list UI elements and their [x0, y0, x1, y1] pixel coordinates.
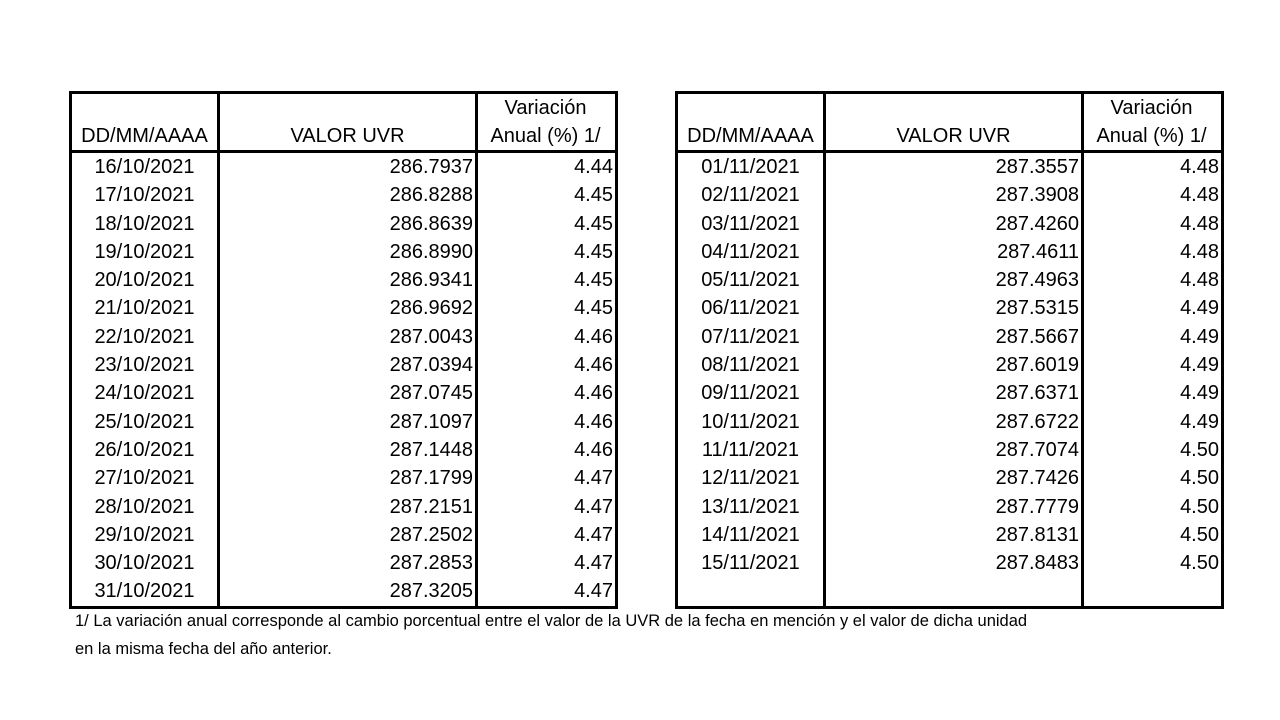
table-row — [677, 408, 1223, 436]
uvr-value-cell — [825, 577, 1083, 607]
date-cell: 06/11/2021 — [701, 297, 800, 320]
date-cell: 07/11/2021 — [701, 325, 800, 348]
table-row — [71, 408, 617, 436]
uvr-value-cell: 286.8639 — [219, 210, 477, 238]
date-cell: 15/11/2021 — [701, 552, 800, 575]
uvr-value-cell: 287.8131 — [825, 521, 1083, 549]
uvr-value-cell: 287.6371 — [825, 379, 1083, 407]
value-column-header: VALOR UVR — [825, 93, 1083, 152]
table-row — [71, 152, 617, 182]
table-row — [677, 181, 1223, 209]
variation-cell: 4.46 — [477, 436, 617, 464]
uvr-value-cell: 287.2151 — [219, 493, 477, 521]
uvr-table-right — [675, 91, 1224, 609]
date-cell: 05/11/2021 — [701, 269, 800, 292]
uvr-value-cell: 287.2853 — [219, 549, 477, 577]
table-row — [677, 464, 1223, 492]
variation-cell: 4.45 — [477, 238, 617, 266]
variation-cell: 4.48 — [1083, 152, 1223, 182]
date-cell: 02/11/2021 — [701, 184, 800, 207]
uvr-value-cell: 287.6019 — [825, 351, 1083, 379]
table-row — [71, 464, 617, 492]
uvr-value-cell: 287.1799 — [219, 464, 477, 492]
variation-cell: 4.45 — [477, 294, 617, 322]
variation-cell: 4.49 — [1083, 379, 1223, 407]
variation-cell: 4.49 — [1083, 351, 1223, 379]
variation-cell: 4.50 — [1083, 436, 1223, 464]
table-row — [71, 436, 617, 464]
date-cell: 24/10/2021 — [94, 382, 195, 405]
uvr-value-cell: 287.5667 — [825, 323, 1083, 351]
table-row — [71, 549, 617, 577]
date-cell: 22/10/2021 — [94, 325, 195, 348]
date-cell: 16/10/2021 — [94, 156, 195, 178]
table-row — [677, 323, 1223, 351]
table-row — [677, 294, 1223, 322]
variation-cell: 4.46 — [477, 323, 617, 351]
table-row — [71, 351, 617, 379]
table-row — [677, 266, 1223, 294]
uvr-value-cell: 287.6722 — [825, 408, 1083, 436]
table-row — [677, 210, 1223, 238]
uvr-value-cell: 287.4963 — [825, 266, 1083, 294]
uvr-value-cell: 286.9692 — [219, 294, 477, 322]
table-row — [677, 436, 1223, 464]
uvr-value-cell: 287.7074 — [825, 436, 1083, 464]
variation-cell: 4.45 — [477, 266, 617, 294]
variation-cell: 4.49 — [1083, 323, 1223, 351]
footnote-line-1: 1/ La variación anual corresponde al cambio porcentual entre el valor de la UVR de la fecha en mención y el valor de dicha unidad — [75, 612, 1028, 630]
table-body-right — [677, 152, 1223, 608]
date-cell: 30/10/2021 — [94, 552, 195, 575]
table-row — [71, 323, 617, 351]
variation-header-line2: Anual (%) 1/ — [1096, 125, 1207, 147]
table-header-row — [677, 93, 1223, 152]
variation-cell: 4.49 — [1083, 294, 1223, 322]
uvr-value-cell: 286.8990 — [219, 238, 477, 266]
variation-column-header — [477, 93, 617, 152]
date-cell: 04/11/2021 — [701, 240, 800, 263]
variation-cell: 4.47 — [477, 549, 617, 577]
uvr-value-cell: 287.4611 — [825, 238, 1083, 266]
date-cell — [677, 577, 825, 607]
table-row — [677, 493, 1223, 521]
table-row — [71, 238, 617, 266]
footnote-line-2: en la misma fecha del año anterior. — [75, 640, 332, 658]
table-row — [71, 181, 617, 209]
uvr-value-cell: 287.3908 — [825, 181, 1083, 209]
table-row — [71, 379, 617, 407]
date-cell: 26/10/2021 — [94, 438, 195, 461]
variation-cell: 4.47 — [477, 464, 617, 492]
uvr-value-cell: 287.1448 — [219, 436, 477, 464]
table-row — [677, 549, 1223, 577]
uvr-value-cell: 286.7937 — [219, 152, 477, 182]
variation-cell: 4.48 — [1083, 238, 1223, 266]
uvr-value-cell: 287.7426 — [825, 464, 1083, 492]
variation-cell: 4.45 — [477, 210, 617, 238]
uvr-value-cell: 287.8483 — [825, 549, 1083, 577]
table-row — [677, 152, 1223, 182]
uvr-value-cell: 287.4260 — [825, 210, 1083, 238]
date-cell: 12/11/2021 — [701, 467, 800, 490]
variation-cell: 4.45 — [477, 181, 617, 209]
variation-column-header — [1083, 93, 1223, 152]
uvr-value-cell: 287.7779 — [825, 493, 1083, 521]
date-cell: 19/10/2021 — [94, 240, 195, 263]
date-cell: 28/10/2021 — [94, 495, 195, 518]
date-cell: 23/10/2021 — [94, 354, 195, 377]
table-row — [71, 294, 617, 322]
uvr-value-cell: 286.9341 — [219, 266, 477, 294]
variation-cell: 4.47 — [477, 493, 617, 521]
uvr-value-cell: 287.3205 — [219, 577, 477, 607]
variation-cell: 4.46 — [477, 351, 617, 379]
date-cell: 03/11/2021 — [701, 212, 800, 235]
uvr-value-cell: 287.0043 — [219, 323, 477, 351]
table-row — [677, 379, 1223, 407]
variation-cell: 4.50 — [1083, 464, 1223, 492]
date-cell: 14/11/2021 — [701, 523, 800, 546]
date-cell: 18/10/2021 — [94, 212, 195, 235]
date-cell: 20/10/2021 — [94, 269, 195, 292]
variation-cell: 4.50 — [1083, 549, 1223, 577]
variation-cell: 4.46 — [477, 408, 617, 436]
variation-cell: 4.50 — [1083, 493, 1223, 521]
variation-cell: 4.47 — [477, 521, 617, 549]
uvr-table-left — [69, 91, 618, 609]
uvr-value-cell: 287.0394 — [219, 351, 477, 379]
date-cell: 27/10/2021 — [94, 467, 195, 490]
table-row — [677, 238, 1223, 266]
date-cell: 21/10/2021 — [94, 297, 195, 320]
date-column-header: DD/MM/AAAA — [71, 93, 219, 152]
date-column-header: DD/MM/AAAA — [677, 93, 825, 152]
table-header-row — [71, 93, 617, 152]
variation-header-line2: Anual (%) 1/ — [490, 125, 601, 147]
date-cell: 13/11/2021 — [701, 495, 800, 518]
variation-header-line1: Variación — [504, 97, 587, 119]
date-cell: 10/11/2021 — [701, 410, 800, 433]
variation-cell: 4.49 — [1083, 408, 1223, 436]
date-cell: 09/11/2021 — [701, 382, 800, 405]
variation-cell: 4.48 — [1083, 210, 1223, 238]
uvr-value-cell: 287.1097 — [219, 408, 477, 436]
variation-cell: 4.47 — [477, 577, 617, 607]
table-row — [71, 266, 617, 294]
variation-cell: 4.48 — [1083, 266, 1223, 294]
variation-cell: 4.48 — [1083, 181, 1223, 209]
variation-header-line1: Variación — [1110, 97, 1193, 119]
variation-cell: 4.44 — [477, 152, 617, 182]
date-cell: 17/10/2021 — [94, 184, 195, 207]
uvr-value-cell: 286.8288 — [219, 181, 477, 209]
value-column-header: VALOR UVR — [219, 93, 477, 152]
date-cell: 25/10/2021 — [94, 410, 195, 433]
variation-cell: 4.46 — [477, 379, 617, 407]
date-cell: 31/10/2021 — [94, 580, 195, 603]
table-row — [677, 521, 1223, 549]
variation-cell — [1083, 577, 1223, 607]
uvr-value-cell: 287.0745 — [219, 379, 477, 407]
date-cell: 29/10/2021 — [94, 523, 195, 546]
table-row — [677, 577, 1223, 607]
table-row — [71, 210, 617, 238]
table-row — [71, 521, 617, 549]
date-cell: 01/11/2021 — [701, 156, 800, 178]
uvr-value-cell: 287.5315 — [825, 294, 1083, 322]
date-cell: 08/11/2021 — [701, 354, 800, 377]
uvr-value-cell: 287.3557 — [825, 152, 1083, 182]
table-row — [71, 577, 617, 607]
table-row — [677, 351, 1223, 379]
table-body-left — [71, 152, 617, 608]
uvr-value-cell: 287.2502 — [219, 521, 477, 549]
variation-cell: 4.50 — [1083, 521, 1223, 549]
table-row — [71, 493, 617, 521]
date-cell: 11/11/2021 — [701, 438, 800, 461]
